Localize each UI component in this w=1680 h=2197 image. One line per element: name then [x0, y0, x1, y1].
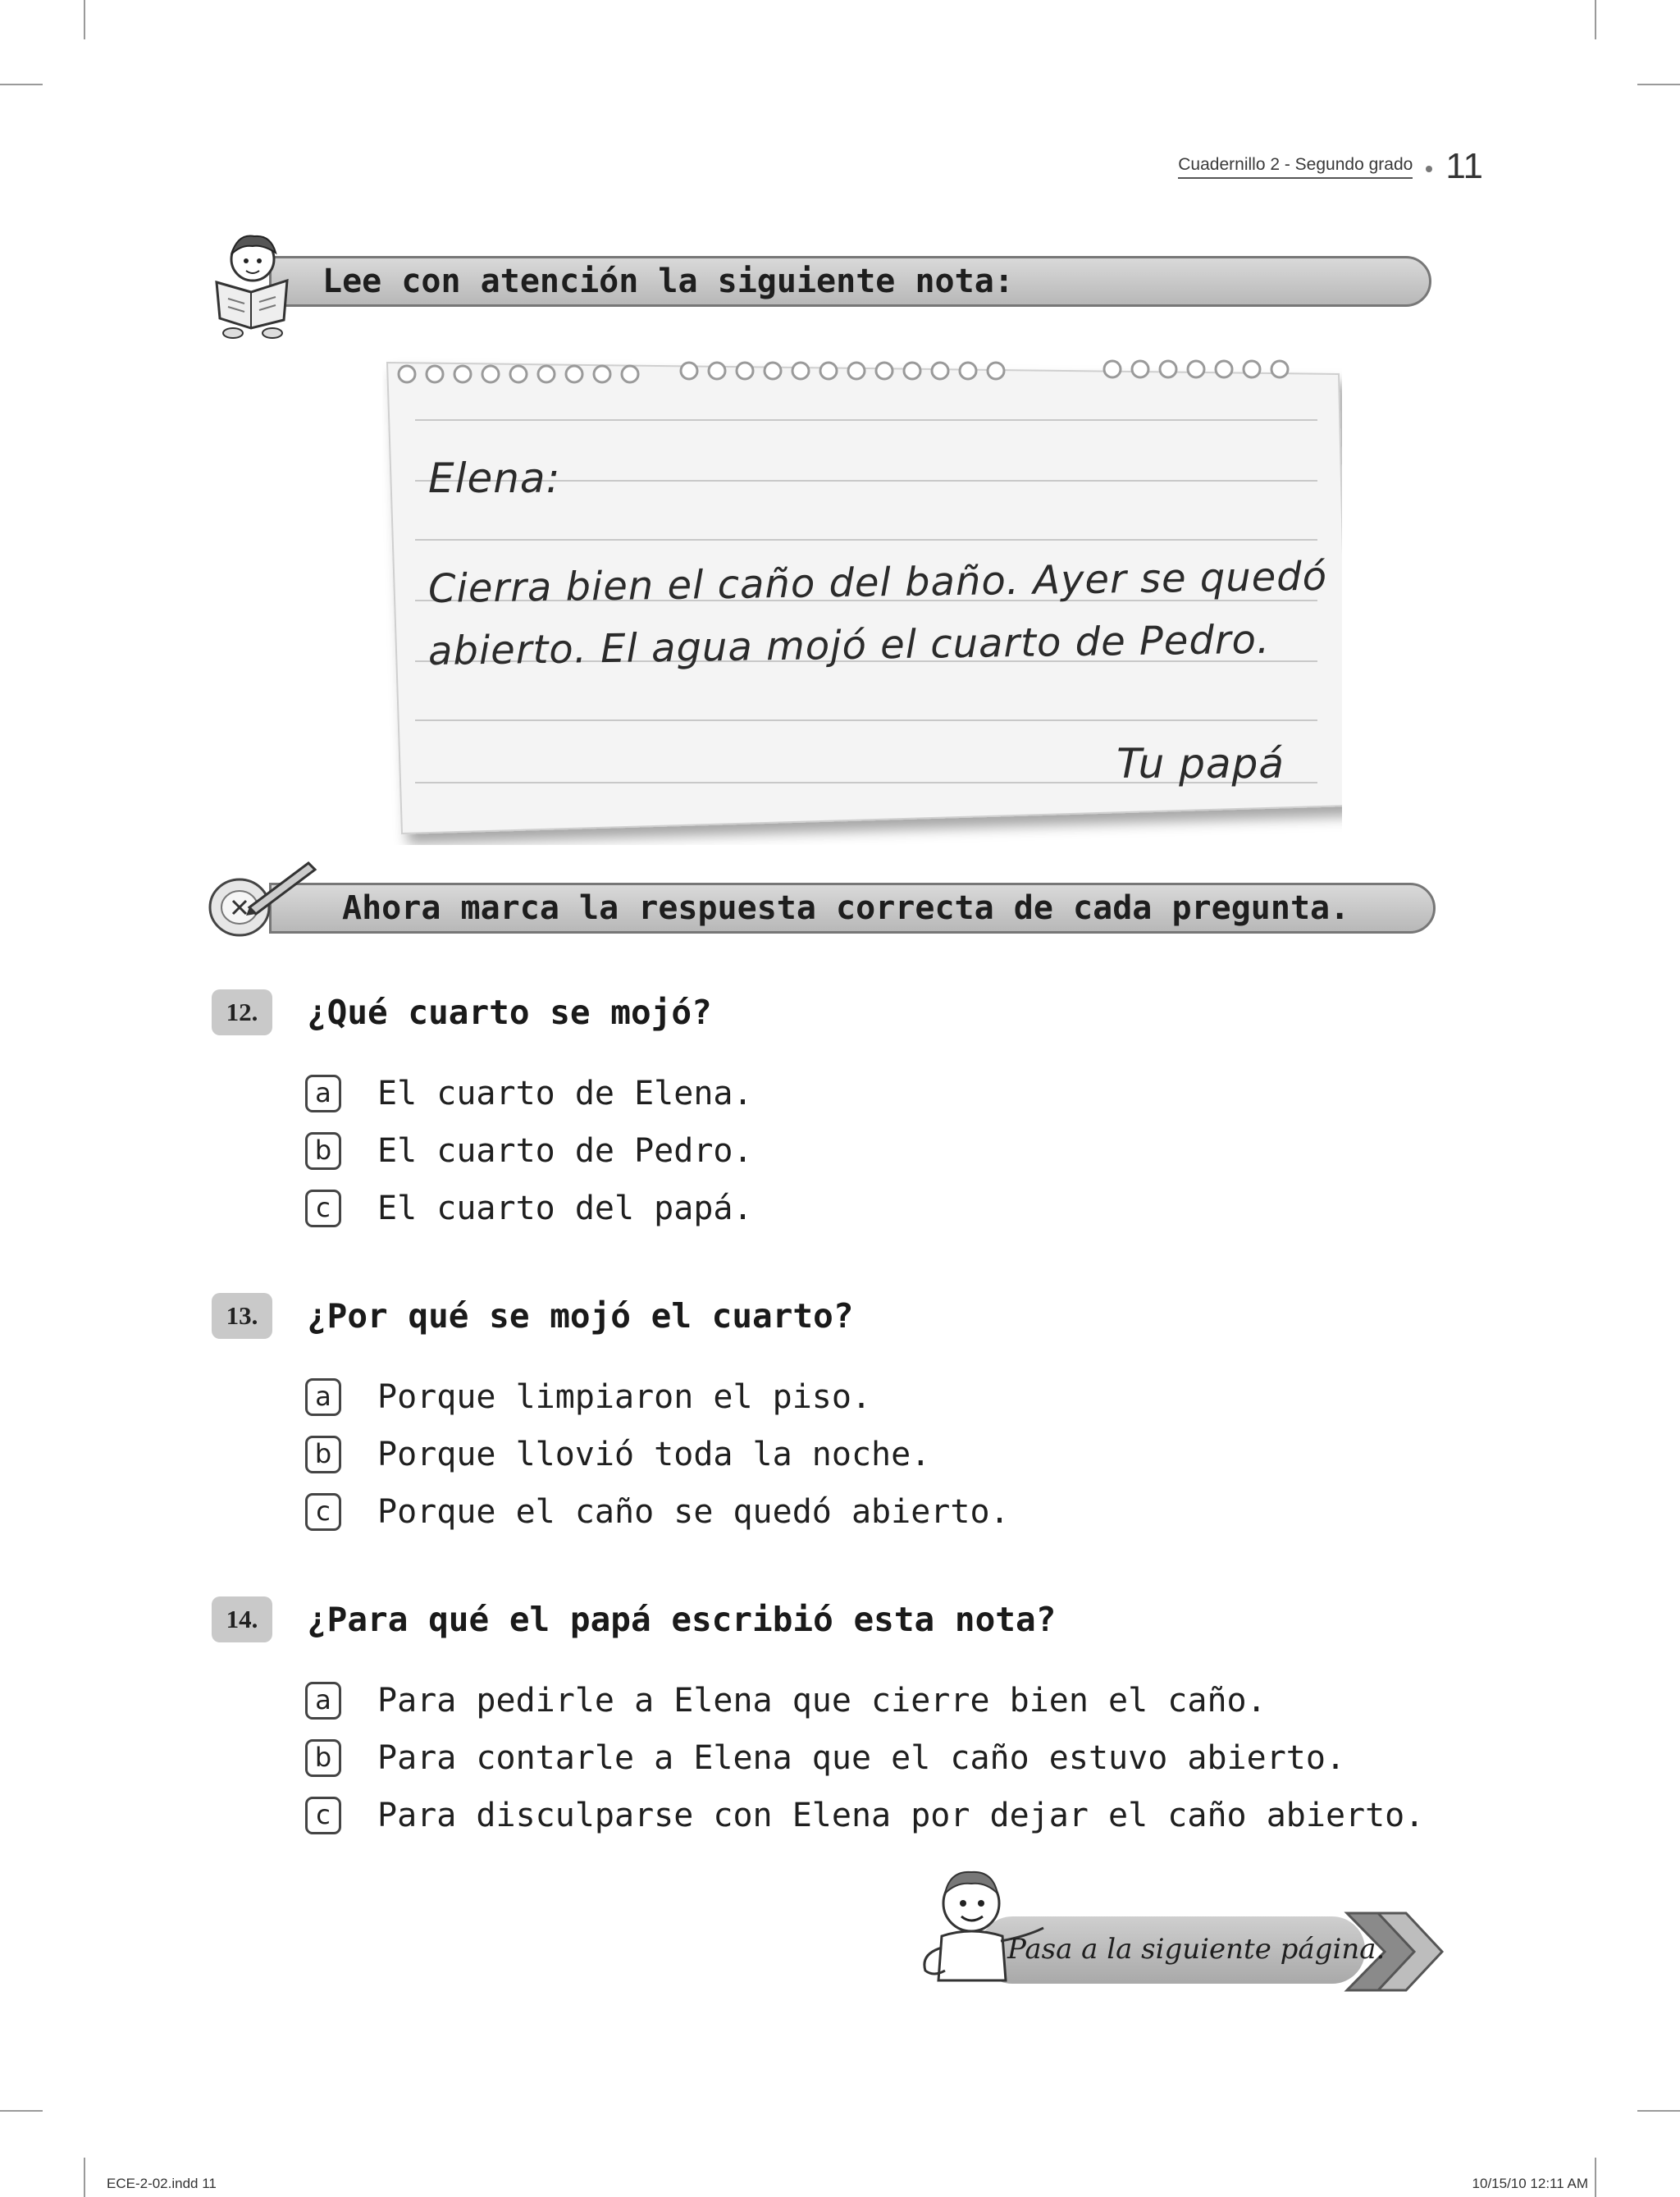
answer-option-c[interactable] — [305, 1180, 753, 1237]
answer-options — [305, 1065, 753, 1237]
answer-option-c[interactable] — [305, 1483, 1010, 1541]
crop-mark — [1637, 84, 1680, 85]
crop-mark — [84, 2158, 85, 2197]
note-body-line-2: abierto. El agua mojó el cuarto de Pedro. — [427, 616, 1271, 674]
option-text: Porque el caño se quedó abierto. — [377, 1493, 1010, 1531]
option-letter-box[interactable]: c — [305, 1190, 341, 1227]
reading-instruction: Lee con atención la siguiente nota: — [322, 263, 1014, 300]
answer-option-c[interactable] — [305, 1787, 1424, 1844]
crop-mark — [84, 0, 85, 39]
answer-options — [305, 1672, 1424, 1844]
question-text: ¿Por qué se mojó el cuarto? — [307, 1296, 854, 1336]
option-text: El cuarto de Pedro. — [377, 1132, 753, 1170]
option-letter-box[interactable]: a — [305, 1682, 341, 1720]
answer-option-b[interactable] — [305, 1729, 1424, 1787]
crop-mark — [1595, 0, 1596, 39]
option-text: Porque llovió toda la noche. — [377, 1436, 931, 1473]
answer-option-a[interactable] — [305, 1672, 1424, 1729]
next-page-indicator — [904, 1857, 1437, 2005]
option-letter-box[interactable]: b — [305, 1132, 341, 1170]
question-text: ¿Qué cuarto se mojó? — [307, 993, 712, 1032]
option-text: Para contarle a Elena que el caño estuvo abierto. — [377, 1739, 1346, 1777]
page-number: 11 — [1445, 146, 1483, 186]
option-text: Para pedirle a Elena que cierre bien el caño. — [377, 1682, 1267, 1720]
crop-mark — [0, 84, 43, 85]
option-letter-box[interactable]: a — [305, 1075, 341, 1112]
question-number: 13. — [212, 1293, 272, 1339]
answer-option-b[interactable] — [305, 1122, 753, 1180]
question-text: ¿Para qué el papá escribió esta nota? — [307, 1600, 1057, 1639]
note-signature: Tu papá — [1116, 740, 1285, 788]
note-body-line-1: Cierra bien el caño del baño. Ayer se quedó — [427, 553, 1328, 612]
question-number: 12. — [212, 989, 272, 1035]
child-reading-icon — [205, 226, 295, 341]
answer-option-a[interactable] — [305, 1368, 1010, 1426]
answer-instruction-banner — [269, 883, 1436, 934]
pointing-boy-icon — [904, 1857, 1052, 2005]
crop-mark — [0, 2110, 43, 2112]
bullet-dot — [1426, 166, 1432, 172]
print-timestamp: 10/15/10 12:11 AM — [1472, 2176, 1588, 2191]
question-number: 14. — [212, 1596, 272, 1642]
file-slug: ECE-2-02.indd 11 — [107, 2176, 217, 2191]
answer-option-a[interactable] — [305, 1065, 753, 1122]
answer-instruction: Ahora marca la respuesta correcta de cada pregunta. — [342, 889, 1350, 927]
option-letter-box[interactable]: c — [305, 1493, 341, 1531]
crop-mark — [1595, 2158, 1596, 2197]
reading-instruction-banner — [269, 256, 1431, 307]
option-text: Para disculparse con Elena por dejar el caño abierto. — [377, 1797, 1425, 1834]
note-greeting: Elena: — [428, 454, 561, 502]
next-page-label: Pasa a la siguiente página. — [1007, 1933, 1386, 1966]
option-text: El cuarto del papá. — [377, 1190, 753, 1227]
option-text: El cuarto de Elena. — [377, 1075, 753, 1112]
crop-mark — [1637, 2110, 1680, 2112]
answer-option-b[interactable] — [305, 1426, 1010, 1483]
option-text: Porque limpiaron el piso. — [377, 1378, 872, 1416]
page-header — [1178, 146, 1483, 187]
answer-options — [305, 1368, 1010, 1541]
option-letter-box[interactable]: b — [305, 1739, 341, 1777]
option-letter-box[interactable]: a — [305, 1378, 341, 1416]
booklet-title: Cuadernillo 2 - Segundo grado — [1178, 155, 1413, 179]
plate-pencil-icon — [205, 858, 320, 948]
option-letter-box[interactable]: b — [305, 1436, 341, 1473]
handwritten-note — [382, 345, 1342, 845]
option-letter-box[interactable]: c — [305, 1797, 341, 1834]
